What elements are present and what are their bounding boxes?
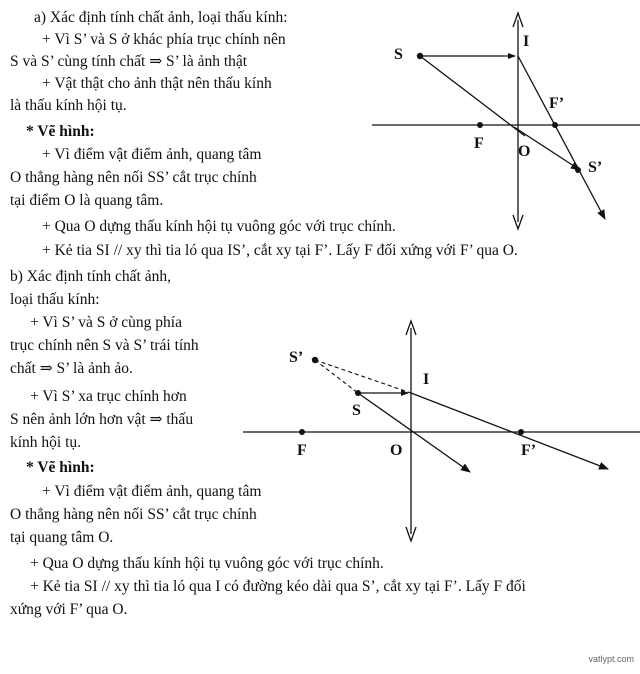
label-fprime-a: F’ <box>549 95 565 112</box>
part-b-line: + Vì S’ xa trục chính hơn <box>30 388 187 405</box>
point-s-a <box>417 53 423 59</box>
label-i-a: I <box>523 33 530 50</box>
part-b-line: chất ⇒ S’ là ảnh ảo. <box>10 360 133 377</box>
part-b-line: + Kẻ tia SI // xy thì tia ló qua I có đường kéo dài qua S’, cắt xy tại F’. Lấy F đối <box>30 578 526 595</box>
diagram-b <box>243 321 640 541</box>
label-o-a: O <box>518 143 531 160</box>
dashed-extension-si <box>315 360 411 393</box>
point-s-b <box>355 390 361 396</box>
watermark: vatlypt.com <box>588 654 634 664</box>
label-o-b: O <box>390 442 403 459</box>
part-a-line: là thấu kính hội tụ. <box>10 97 127 114</box>
point-fprime-a <box>552 122 558 128</box>
part-a-line: + Vì S’ và S ở khác phía trục chính nên <box>42 31 286 48</box>
label-f-a: F <box>474 135 484 152</box>
label-f-b: F <box>297 442 307 459</box>
point-f-b <box>299 429 305 435</box>
part-a-line: S và S’ cùng tính chất ⇒ S’ là ảnh thật <box>10 53 248 70</box>
part-a-subheading: * Vẽ hình: <box>26 123 95 140</box>
part-b-line: tại quang tâm O. <box>10 529 114 546</box>
part-b-line: kính hội tụ. <box>10 434 82 451</box>
part-a-heading: a) Xác định tính chất ảnh, loại thấu kính: <box>34 9 288 26</box>
label-s-a: S <box>394 46 403 63</box>
label-s-b: S <box>352 402 361 419</box>
part-b-line: trục chính nên S và S’ trái tính <box>10 337 199 354</box>
ray-so-a <box>420 56 525 136</box>
part-a-line: + Vì điểm vật điểm ảnh, quang tâm <box>42 146 262 163</box>
part-a-line: + Qua O dựng thấu kính hội tụ vuông góc với trục chính. <box>42 218 396 235</box>
part-a-line: + Kẻ tia SI // xy thì tia ló qua IS’, cắt xy tại F’. Lấy F đối xứng với F’ qua O. <box>42 242 518 259</box>
part-b-line: + Vì S’ và S ở cùng phía <box>30 314 182 331</box>
part-b-subheading: * Vẽ hình: <box>26 459 95 476</box>
ray-refracted-b <box>411 393 608 469</box>
part-a-line: + Vật thật cho ảnh thật nên thấu kính <box>42 75 272 92</box>
part-b-line: S nên ảnh lớn hơn vật ⇒ thấu <box>10 411 194 428</box>
point-sprime-b <box>312 357 318 363</box>
part-b-line: + Vì điểm vật điểm ảnh, quang tâm <box>42 483 262 500</box>
part-a-line: tại điểm O là quang tâm. <box>10 192 164 209</box>
label-fprime-b: F’ <box>521 442 537 459</box>
diagram-a <box>372 13 640 229</box>
point-sprime-a <box>575 167 581 173</box>
dashed-extension-ss <box>315 360 358 393</box>
part-b-line: xứng với F’ qua O. <box>10 601 128 618</box>
point-f-a <box>477 122 483 128</box>
part-a-line: O thẳng hàng nên nối SS’ cắt trục chính <box>10 169 257 186</box>
part-b-heading: b) Xác định tính chất ảnh, <box>10 268 171 285</box>
label-sprime-b: S’ <box>289 349 304 366</box>
part-b-line: O thẳng hàng nên nối SS’ cắt trục chính <box>10 506 257 523</box>
part-b-heading: loại thấu kính: <box>10 291 100 308</box>
point-fprime-b <box>518 429 524 435</box>
part-b-line: + Qua O dựng thấu kính hội tụ vuông góc với trục chính. <box>30 555 384 572</box>
label-sprime-a: S’ <box>588 159 603 176</box>
label-i-b: I <box>423 371 430 388</box>
